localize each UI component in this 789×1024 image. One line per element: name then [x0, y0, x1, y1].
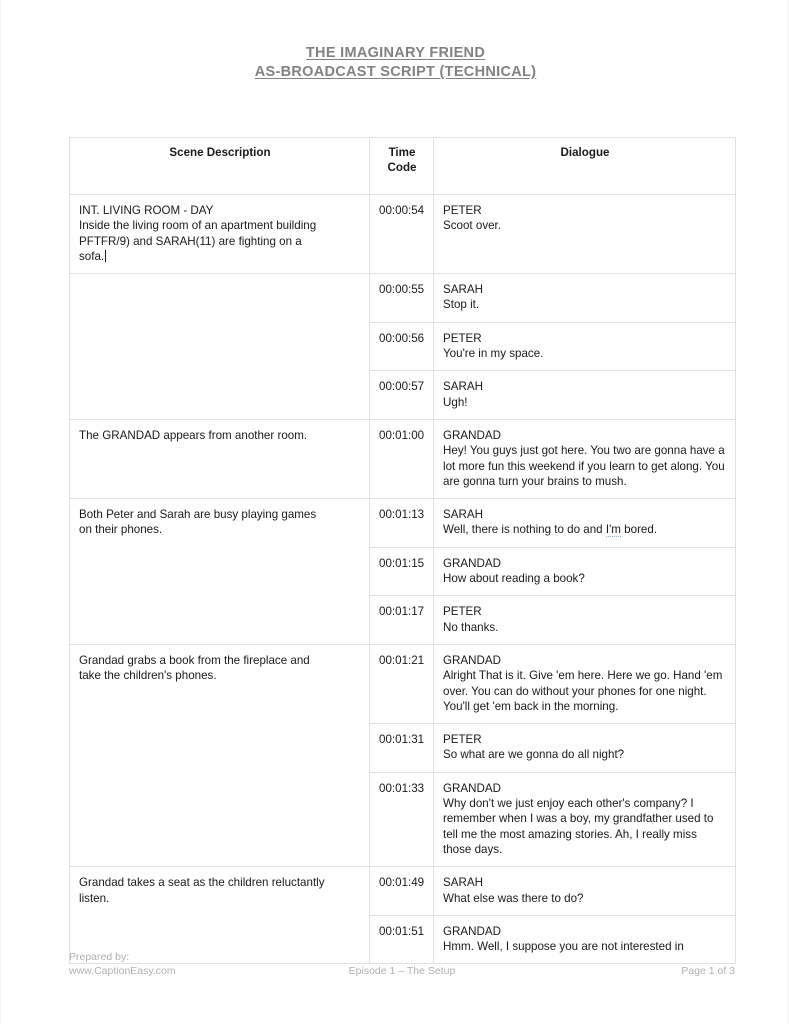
dialogue-cell[interactable]: [434, 867, 736, 916]
dialogue-speaker: GRANDAD: [443, 781, 501, 795]
scene-description-line: Both Peter and Sarah are busy playing games: [79, 508, 317, 522]
document-title-line-1: THE IMAGINARY FRIEND: [305, 45, 486, 61]
dialogue-cell[interactable]: [434, 274, 736, 323]
scene-description-cell[interactable]: [70, 499, 370, 645]
dialogue-speaker: GRANDAD: [443, 556, 501, 570]
dialogue-text: Stop it.: [443, 298, 480, 312]
dialogue-cell[interactable]: [434, 644, 736, 723]
dialogue-cell[interactable]: [434, 322, 736, 371]
time-code-cell[interactable]: 00:01:21: [370, 644, 434, 723]
dialogue-speaker: SARAH: [443, 380, 483, 394]
time-code-cell[interactable]: 00:01:17: [370, 596, 434, 645]
dialogue-text: You're in my space.: [443, 347, 544, 361]
time-code-cell[interactable]: 00:01:31: [370, 724, 434, 773]
footer-page-number: Page 1 of 3: [681, 965, 735, 977]
scene-description-cell[interactable]: [70, 644, 370, 866]
scene-description-line: sofa.: [79, 249, 105, 263]
dialogue-speaker: PETER: [443, 204, 482, 217]
grammar-check-underline: I'm: [605, 523, 621, 537]
document-title-line-2: AS-BROADCAST SCRIPT (TECHNICAL): [254, 64, 537, 80]
dialogue-cell[interactable]: [434, 499, 736, 548]
dialogue-cell[interactable]: [434, 596, 736, 645]
text-cursor: [105, 250, 106, 262]
dialogue-text: Why don't we just enjoy each other's company? I remember when I was a boy, my grandfather used to tell me the most amazing stories. Ah, I really miss those days.: [443, 797, 714, 856]
dialogue-text: So what are we gonna do all night?: [443, 748, 625, 762]
dialogue-text: Scoot over.: [443, 219, 502, 233]
dialogue-cell[interactable]: [434, 195, 736, 274]
time-code-cell[interactable]: 00:01:13: [370, 499, 434, 548]
footer-prepared-by-label: Prepared by:: [69, 951, 130, 963]
table-header: [70, 138, 736, 195]
dialogue-speaker: SARAH: [443, 283, 483, 297]
table-row: [70, 499, 736, 548]
scene-description-line: on their phones.: [79, 523, 163, 537]
page-footer: [69, 950, 735, 984]
dialogue-speaker: SARAH: [443, 876, 483, 890]
column-header-scene-description: Scene Description: [70, 138, 370, 195]
scene-description-cell[interactable]: [70, 419, 370, 498]
table-row: [70, 274, 736, 323]
time-code-cell[interactable]: 00:00:55: [370, 274, 434, 323]
time-code-cell[interactable]: 00:00:56: [370, 322, 434, 371]
scene-description-line: Grandad grabs a book from the fireplace and: [79, 653, 310, 667]
scene-description-cell[interactable]: [70, 274, 370, 420]
dialogue-speaker: GRANDAD: [443, 653, 501, 667]
dialogue-text: How about reading a book?: [443, 572, 585, 586]
dialogue-text: Alright That is it. Give 'em here. Here we go. Hand 'em over. You can do without your phones for one night. You'll get 'em back in the morning.: [443, 669, 723, 713]
dialogue-text-segment: Well, there is nothing to do and: [443, 523, 606, 537]
footer-prepared-by-value: www.CaptionEasy.com: [69, 965, 176, 977]
time-code-cell[interactable]: 00:00:57: [370, 371, 434, 420]
scene-description-line: listen.: [79, 891, 110, 905]
dialogue-text: No thanks.: [443, 620, 499, 634]
time-code-cell[interactable]: 00:01:15: [370, 547, 434, 596]
column-header-time-code: [370, 138, 434, 195]
scene-description-cell[interactable]: [70, 195, 370, 274]
script-table: [69, 137, 736, 964]
table-row: [70, 867, 736, 916]
footer-episode-title: Episode 1 – The Setup: [348, 965, 456, 977]
dialogue-text: Hey! You guys just got here. You two are gonna have a lot more fun this weekend if you learn to get along. You are gonna turn your brains to mush.: [443, 444, 725, 488]
time-code-cell[interactable]: 00:01:33: [370, 772, 434, 866]
dialogue-cell[interactable]: [434, 724, 736, 773]
scene-description-line: take the children's phones.: [79, 669, 217, 683]
table-header-row: [70, 138, 736, 195]
dialogue-text-segment: bored.: [620, 523, 658, 537]
dialogue-cell[interactable]: [434, 371, 736, 420]
time-code-cell[interactable]: 00:01:51: [370, 915, 434, 964]
dialogue-speaker: PETER: [443, 331, 482, 345]
dialogue-text: [443, 522, 727, 537]
dialogue-speaker: GRANDAD: [443, 428, 501, 442]
table-body: [70, 195, 736, 964]
table-row: [70, 419, 736, 498]
dialogue-speaker: PETER: [443, 605, 482, 619]
column-header-time-code-line-2: Code: [387, 161, 417, 175]
scene-description-line: Grandad takes a seat as the children reluctantly: [79, 876, 325, 890]
dialogue-text: What else was there to do?: [443, 891, 584, 905]
scene-description-line: The GRANDAD appears from another room.: [79, 428, 308, 442]
time-code-cell[interactable]: 00:01:00: [370, 419, 434, 498]
dialogue-speaker: SARAH: [443, 508, 483, 522]
column-header-dialogue: Dialogue: [434, 138, 736, 195]
dialogue-cell[interactable]: [434, 419, 736, 498]
dialogue-text: Ugh!: [443, 395, 468, 409]
dialogue-speaker: PETER: [443, 733, 482, 747]
dialogue-cell[interactable]: [434, 772, 736, 866]
document-title: [1, 44, 789, 82]
scene-description-line: Inside the living room of an apartment building: [79, 219, 317, 233]
scene-description-line: PFTFR/9) and SARAH(11) are fighting on a: [79, 234, 302, 248]
dialogue-speaker: GRANDAD: [443, 924, 501, 938]
table-row: [70, 195, 736, 274]
time-code-cell[interactable]: 00:00:54: [370, 195, 434, 274]
scene-description-line: INT. LIVING ROOM - DAY: [79, 204, 214, 217]
table-row: [70, 644, 736, 723]
dialogue-cell[interactable]: [434, 547, 736, 596]
time-code-cell[interactable]: 00:01:49: [370, 867, 434, 916]
dialogue-text: Hmm. Well, I suppose you are not interested in: [443, 940, 684, 954]
column-header-time-code-line-1: Time: [388, 146, 416, 159]
